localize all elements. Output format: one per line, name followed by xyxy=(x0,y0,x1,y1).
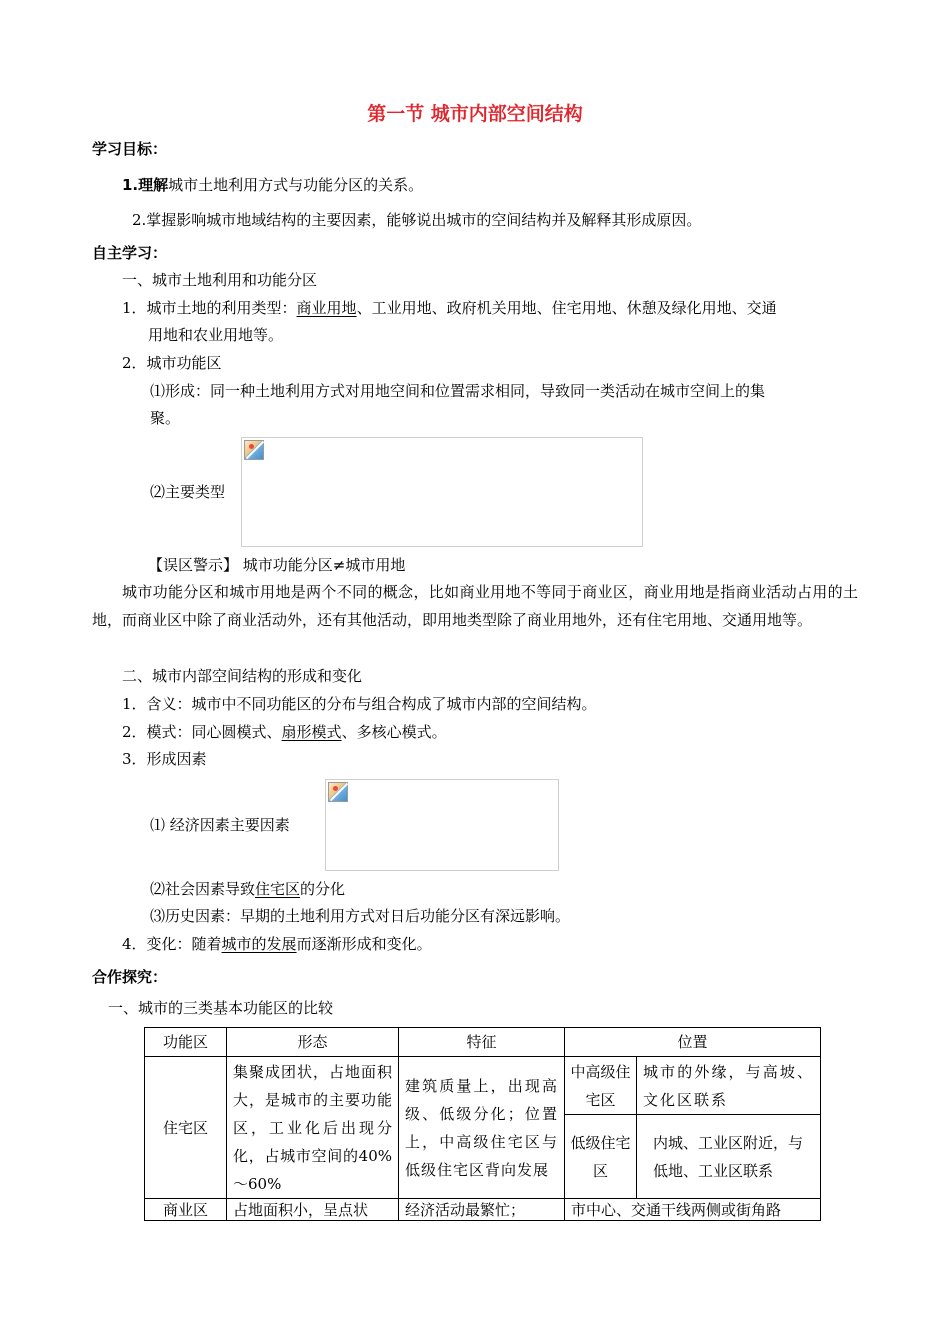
commercial-form: 占地面积小，呈点状 xyxy=(227,1199,399,1221)
table-row xyxy=(145,1057,821,1115)
commercial-name: 商业区 xyxy=(145,1199,227,1221)
formation-line-cont: 聚。 xyxy=(150,409,181,427)
goals-heading: 学习目标： xyxy=(92,140,168,158)
commercial-location: 市中心、交通干线两侧或街角路 xyxy=(565,1199,821,1221)
high-residential-location: 城市的外缘，与高坡、文化区联系 xyxy=(637,1057,821,1115)
section-1-title: 一、城市土地利用和功能分区 xyxy=(122,271,318,289)
low-residential-location: 内城、工业区附近，与低地、工业区联系 xyxy=(637,1115,821,1199)
goal-item-1-bold: 理解 xyxy=(138,176,169,194)
goal-item-2: 2.掌握影响城市地域结构的主要因素，能够说出城市的空间结构并及解释其形成原因。 xyxy=(132,211,702,229)
main-types-image xyxy=(241,437,643,547)
main-types-label: ⑵主要类型 xyxy=(150,483,226,501)
land-use-types-cont: 用地和农业用地等。 xyxy=(148,326,284,344)
header-form: 形态 xyxy=(227,1028,399,1057)
low-residential-name: 低级住宅区 xyxy=(565,1115,637,1199)
factors-title: 3．形成因素 xyxy=(122,750,207,768)
section-2-title: 二、城市内部空间结构的形成和变化 xyxy=(122,667,363,685)
table-row xyxy=(145,1199,821,1221)
social-factor-underlined: 住宅区 xyxy=(255,880,301,898)
social-factor-label: ⑵社会因素导致 xyxy=(150,880,256,898)
land-use-rest: 、工业用地、政府机关用地、住宅用地、休憩及绿化用地、交通 xyxy=(356,299,777,317)
meaning-line: 1．含义：城市中不同功能区的分布与组合构成了城市内部的空间结构。 xyxy=(122,695,597,713)
table-header-row xyxy=(145,1028,821,1057)
residential-name: 住宅区 xyxy=(145,1057,227,1199)
social-factor-rest: 的分化 xyxy=(300,880,346,898)
change-rest: 而逐渐形成和变化。 xyxy=(296,935,432,953)
economic-factor-line: ⑴ 经济因素主要因素 xyxy=(150,816,290,834)
model-line xyxy=(122,722,447,742)
change-label: 4．变化：随着 xyxy=(122,935,222,953)
page-title: 第一节 城市内部空间结构 xyxy=(367,103,583,125)
functional-zone-table xyxy=(144,1027,821,1221)
residential-form: 集聚成团状，占地面积大，是城市的主要功能区，工业化后出现分化，占城市空间的40%～60% xyxy=(227,1057,399,1199)
model-underlined: 扇形模式 xyxy=(281,723,342,741)
commercial-feature: 经济活动最繁忙； xyxy=(399,1199,565,1221)
model-label: 2．模式：同心圆模式、 xyxy=(122,723,282,741)
goal-item-1-rest: 城市土地利用方式与功能分区的关系。 xyxy=(168,176,424,194)
warning-title: 【误区警示】 城市功能分区≠城市用地 xyxy=(148,556,406,574)
goal-item-1-num: 1. xyxy=(122,176,139,194)
change-line xyxy=(122,934,432,954)
land-use-label: 1．城市土地的利用类型： xyxy=(122,299,297,317)
broken-image-icon xyxy=(328,782,348,802)
change-underlined: 城市的发展 xyxy=(221,935,297,953)
coop-section-1-title: 一、城市的三类基本功能区的比较 xyxy=(108,999,334,1017)
warning-text: 城市功能分区和城市用地是两个不同的概念，比如商业用地不等同于商业区，商业用地是指商业活动占用的土地，而商业区中除了商业活动外，还有其他活动，即用地类型除了商业用地外，还有住宅用地、交通用地等。 xyxy=(92,583,858,629)
economic-factor-image xyxy=(325,779,559,871)
high-residential-name: 中高级住宅区 xyxy=(565,1057,637,1115)
coop-heading: 合作探究： xyxy=(92,968,168,986)
functional-zone-title: 2．城市功能区 xyxy=(122,354,222,372)
historical-factor-line: ⑶历史因素：早期的土地利用方式对日后功能分区有深远影响。 xyxy=(150,907,571,925)
formation-line: ⑴形成：同一种土地利用方式对用地空间和位置需求相同，导致同一类活动在城市空间上的集 xyxy=(150,382,766,400)
residential-feature: 建筑质量上，出现高级、低级分化；位置上，中高级住宅区与低级住宅区背向发展 xyxy=(399,1057,565,1199)
social-factor-line xyxy=(150,879,345,899)
header-location: 位置 xyxy=(565,1028,821,1057)
model-rest: 、多核心模式。 xyxy=(341,723,447,741)
land-use-underlined: 商业用地 xyxy=(296,299,357,317)
header-zone: 功能区 xyxy=(145,1028,227,1057)
goal-item-1 xyxy=(122,175,423,195)
broken-image-icon xyxy=(244,440,264,460)
self-study-heading: 自主学习： xyxy=(92,244,168,262)
header-feature: 特征 xyxy=(399,1028,565,1057)
land-use-types-line xyxy=(122,298,777,318)
